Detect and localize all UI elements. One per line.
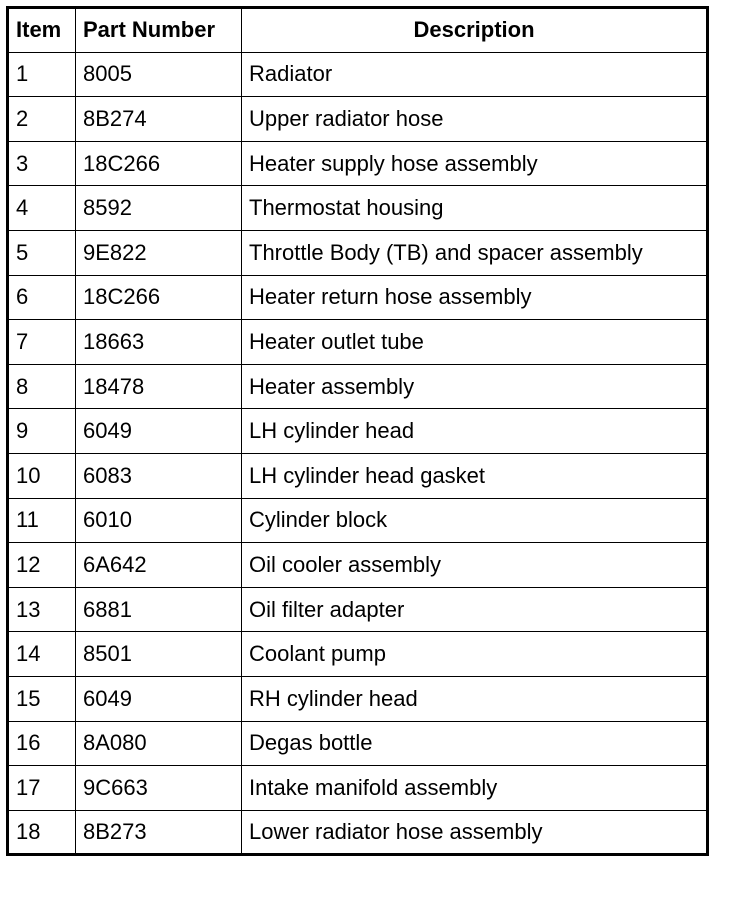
cell-item: 10 — [8, 453, 76, 498]
parts-table — [6, 6, 709, 856]
cell-description: Heater outlet tube — [242, 320, 708, 365]
table-row — [8, 810, 708, 855]
table-row — [8, 453, 708, 498]
table-row — [8, 186, 708, 231]
cell-description: Intake manifold assembly — [242, 766, 708, 811]
cell-item: 5 — [8, 230, 76, 275]
cell-description: Oil filter adapter — [242, 587, 708, 632]
cell-description: Heater return hose assembly — [242, 275, 708, 320]
cell-item: 16 — [8, 721, 76, 766]
cell-part-number: 8A080 — [76, 721, 242, 766]
cell-description: LH cylinder head — [242, 409, 708, 454]
cell-item: 11 — [8, 498, 76, 543]
table-body — [8, 52, 708, 855]
table-row — [8, 676, 708, 721]
cell-item: 13 — [8, 587, 76, 632]
cell-item: 18 — [8, 810, 76, 855]
cell-part-number: 6049 — [76, 676, 242, 721]
table-row — [8, 97, 708, 142]
cell-item: 3 — [8, 141, 76, 186]
cell-part-number: 6881 — [76, 587, 242, 632]
cell-part-number: 8B274 — [76, 97, 242, 142]
cell-description: Degas bottle — [242, 721, 708, 766]
cell-description: Throttle Body (TB) and spacer assembly — [242, 230, 708, 275]
cell-part-number: 8592 — [76, 186, 242, 231]
table-row — [8, 320, 708, 365]
table-row — [8, 409, 708, 454]
cell-description: Heater assembly — [242, 364, 708, 409]
table-row — [8, 230, 708, 275]
cell-item: 8 — [8, 364, 76, 409]
cell-description: Oil cooler assembly — [242, 543, 708, 588]
table-row — [8, 766, 708, 811]
cell-part-number: 18C266 — [76, 275, 242, 320]
table-row — [8, 498, 708, 543]
header-item: Item — [8, 8, 76, 53]
cell-item: 12 — [8, 543, 76, 588]
cell-description: Coolant pump — [242, 632, 708, 677]
table-row — [8, 275, 708, 320]
table-row — [8, 52, 708, 97]
table-row — [8, 543, 708, 588]
table-header — [8, 8, 708, 53]
cell-description: Cylinder block — [242, 498, 708, 543]
cell-part-number: 18663 — [76, 320, 242, 365]
cell-part-number: 8B273 — [76, 810, 242, 855]
cell-part-number: 9E822 — [76, 230, 242, 275]
cell-item: 2 — [8, 97, 76, 142]
cell-description: Upper radiator hose — [242, 97, 708, 142]
cell-description: Lower radiator hose assembly — [242, 810, 708, 855]
cell-item: 7 — [8, 320, 76, 365]
header-row — [8, 8, 708, 53]
table-row — [8, 721, 708, 766]
cell-item: 17 — [8, 766, 76, 811]
table-row — [8, 141, 708, 186]
cell-item: 14 — [8, 632, 76, 677]
header-description: Description — [242, 8, 708, 53]
cell-part-number: 6010 — [76, 498, 242, 543]
cell-part-number: 8005 — [76, 52, 242, 97]
cell-description: Thermostat housing — [242, 186, 708, 231]
cell-part-number: 6A642 — [76, 543, 242, 588]
table-row — [8, 587, 708, 632]
cell-item: 9 — [8, 409, 76, 454]
cell-description: Radiator — [242, 52, 708, 97]
cell-part-number: 8501 — [76, 632, 242, 677]
cell-item: 15 — [8, 676, 76, 721]
cell-part-number: 6083 — [76, 453, 242, 498]
table-row — [8, 632, 708, 677]
cell-item: 1 — [8, 52, 76, 97]
cell-part-number: 9C663 — [76, 766, 242, 811]
cell-description: Heater supply hose assembly — [242, 141, 708, 186]
cell-part-number: 18C266 — [76, 141, 242, 186]
header-part-number: Part Number — [76, 8, 242, 53]
cell-description: RH cylinder head — [242, 676, 708, 721]
cell-item: 6 — [8, 275, 76, 320]
cell-part-number: 18478 — [76, 364, 242, 409]
table-row — [8, 364, 708, 409]
cell-part-number: 6049 — [76, 409, 242, 454]
cell-item: 4 — [8, 186, 76, 231]
cell-description: LH cylinder head gasket — [242, 453, 708, 498]
